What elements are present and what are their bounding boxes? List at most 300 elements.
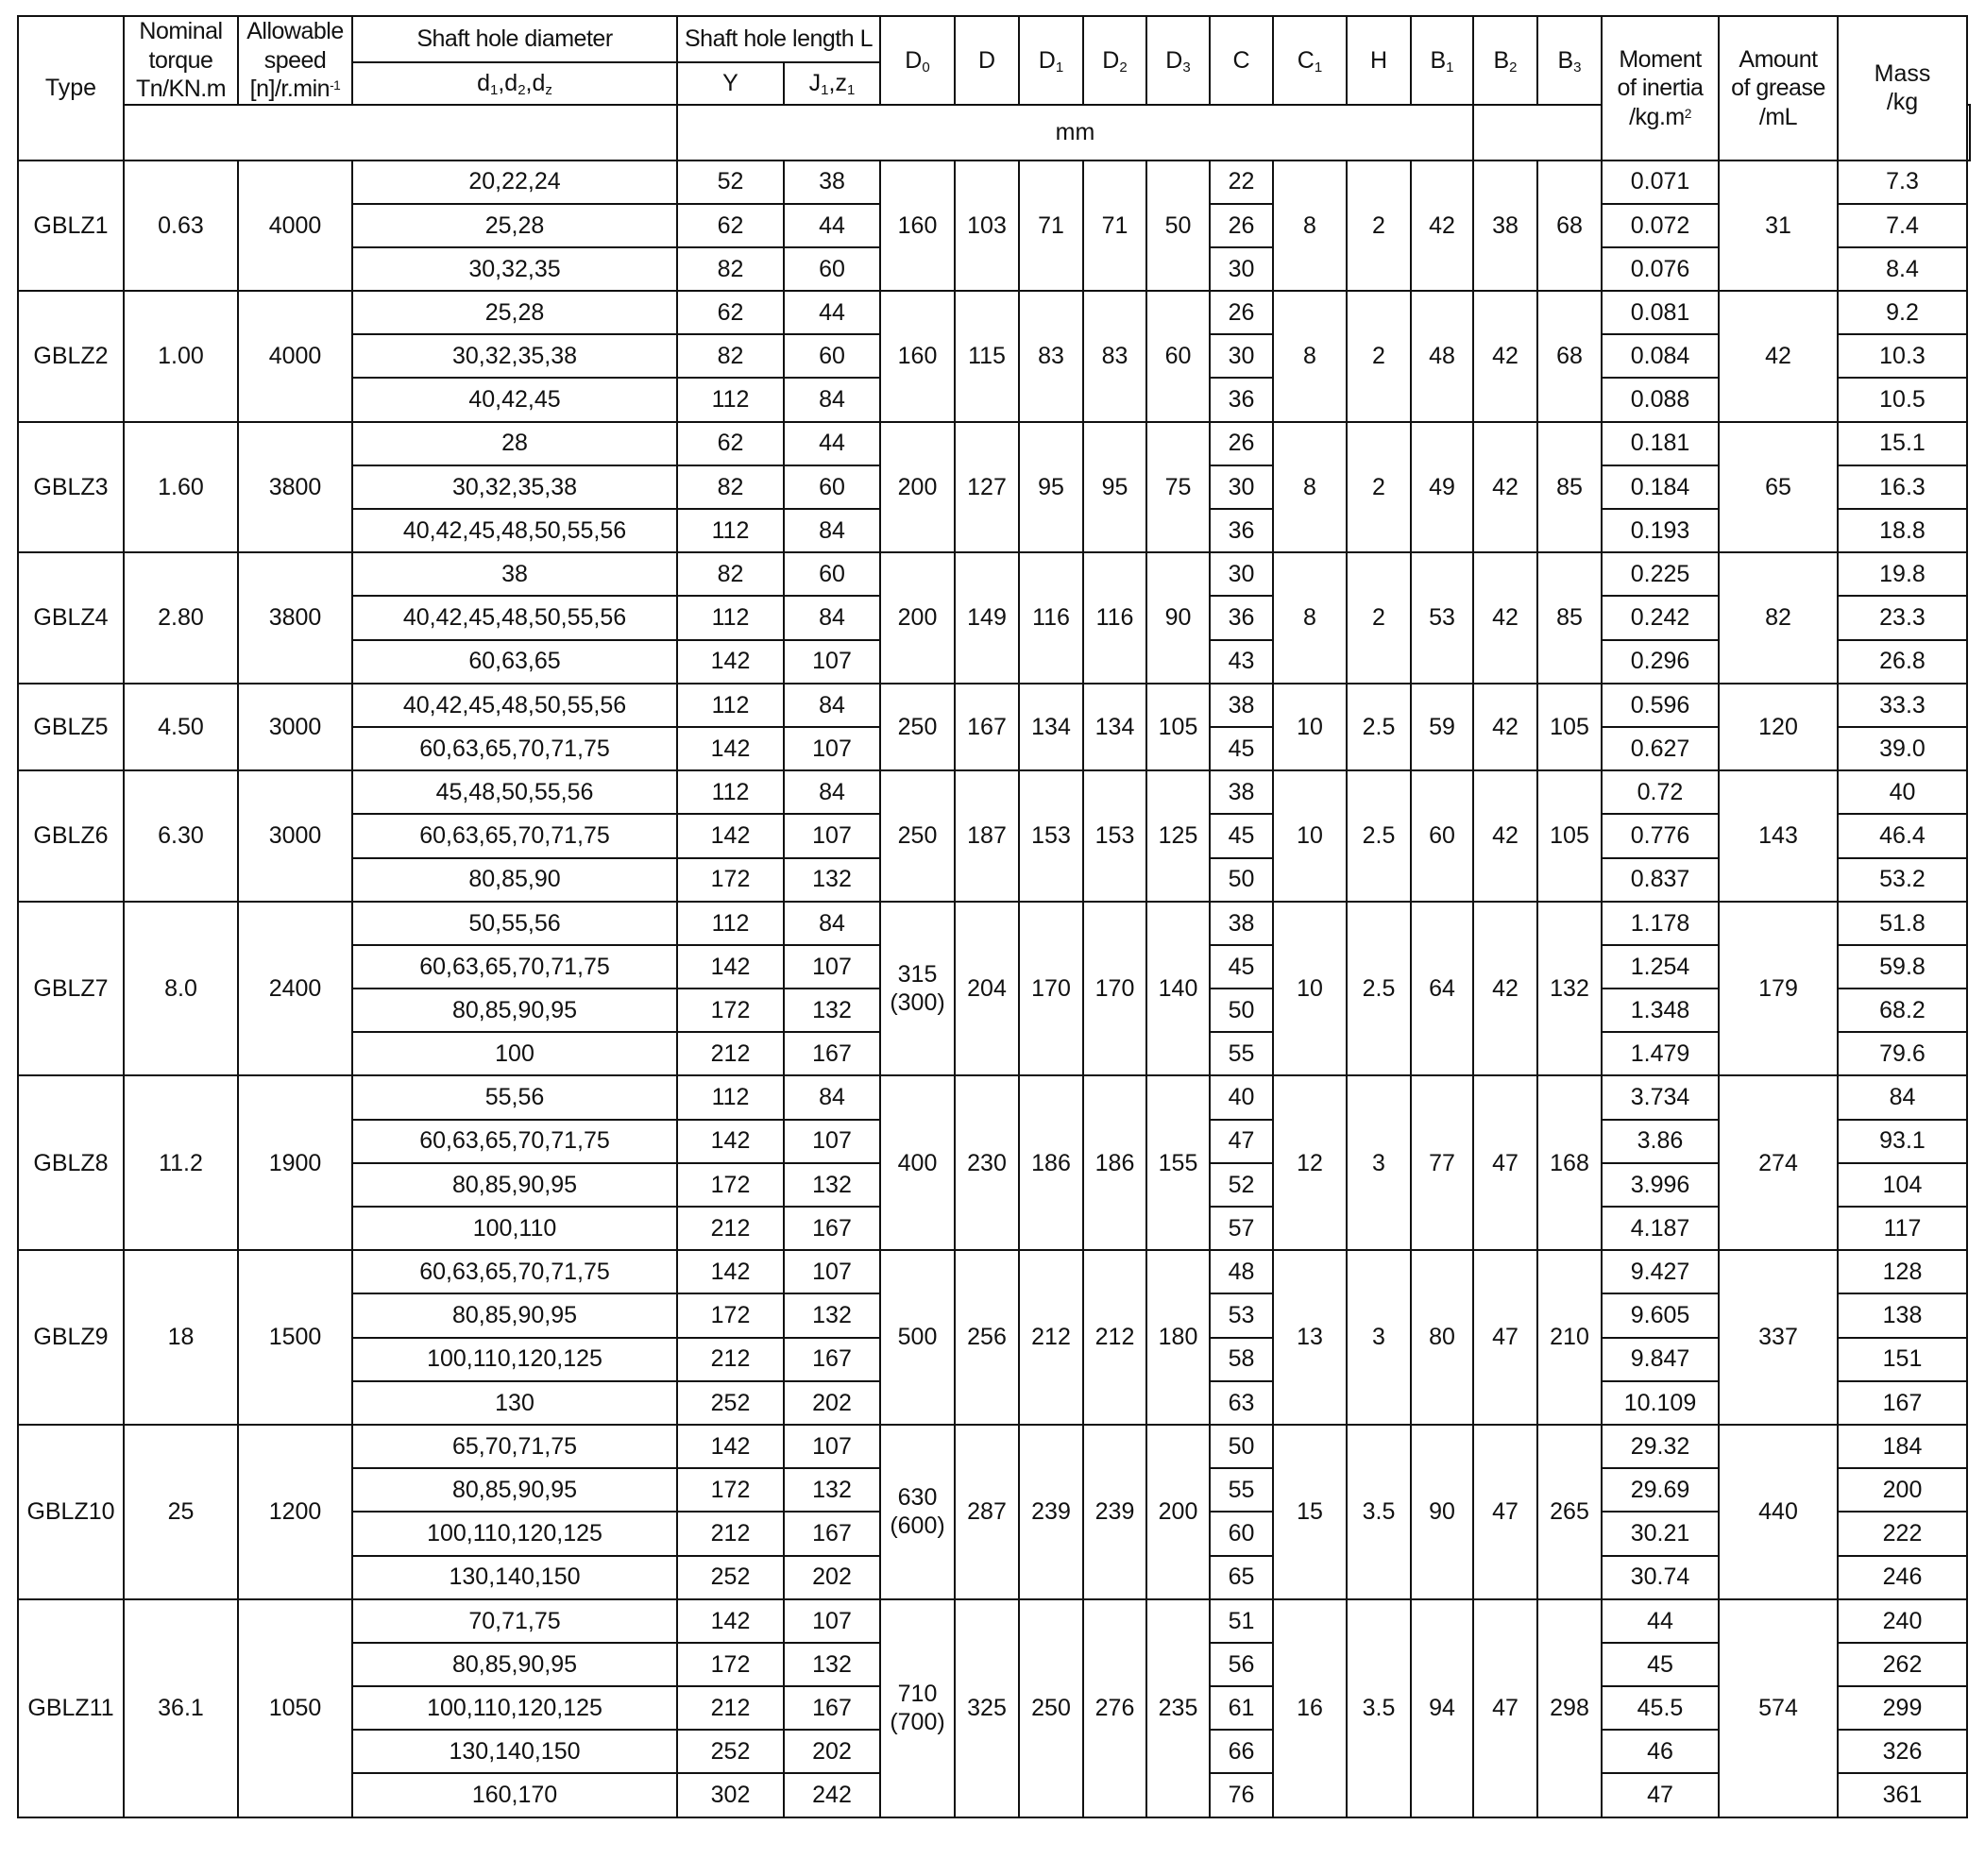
- table-row: [18, 422, 1970, 465]
- cell-c: 50: [1210, 858, 1273, 902]
- cell-length-y: 172: [677, 1643, 784, 1686]
- header-c1: $C_1$: [1273, 16, 1347, 105]
- cell-length-y: 82: [677, 334, 784, 378]
- cell-nominal-torque: 0.63: [124, 161, 238, 292]
- cell-shaft-diameter: 80,85,90: [352, 858, 677, 902]
- table-body: [18, 161, 1970, 1817]
- cell-mass: 39.0: [1838, 727, 1967, 770]
- cell-shaft-diameter: 28: [352, 422, 677, 465]
- cell-mass: 222: [1838, 1512, 1967, 1555]
- cell-moment-of-inertia: 0.837: [1602, 858, 1719, 902]
- cell-b2: 42: [1473, 770, 1537, 902]
- header-nominal-torque: Nominal torque Tn/KN.m: [124, 16, 238, 105]
- cell-grease: 574: [1719, 1599, 1838, 1817]
- cell-moment-of-inertia: 30.21: [1602, 1512, 1719, 1555]
- cell-b2: 47: [1473, 1075, 1537, 1250]
- cell-c1: 8: [1273, 552, 1347, 684]
- cell-shaft-diameter: 80,85,90,95: [352, 1468, 677, 1512]
- cell-b2: 47: [1473, 1599, 1537, 1817]
- cell-shaft-diameter: 70,71,75: [352, 1599, 677, 1643]
- coupling-spec-table: [17, 15, 1971, 1818]
- cell-b2: 47: [1473, 1425, 1537, 1599]
- cell-mass: 184: [1838, 1425, 1967, 1468]
- cell-d2: 83: [1083, 291, 1146, 422]
- cell-length-y: 302: [677, 1773, 784, 1817]
- cell-length-j1-z1: 38: [784, 161, 880, 204]
- cell-d0: [880, 291, 955, 422]
- cell-moment-of-inertia: 4.187: [1602, 1207, 1719, 1250]
- cell-nominal-torque: 4.50: [124, 684, 238, 770]
- cell-grease: 274: [1719, 1075, 1838, 1250]
- cell-d0-value: 250: [897, 713, 938, 740]
- cell-mass: 68.2: [1838, 989, 1967, 1032]
- cell-moment-of-inertia: 10.109: [1602, 1381, 1719, 1425]
- cell-moment-of-inertia: 0.776: [1602, 814, 1719, 857]
- cell-shaft-diameter: 25,28: [352, 291, 677, 334]
- cell-mass: 84: [1838, 1075, 1967, 1119]
- cell-grease: 82: [1719, 552, 1838, 684]
- cell-length-y: 82: [677, 247, 784, 291]
- cell-length-y: 62: [677, 291, 784, 334]
- cell-type: GBLZ7: [18, 902, 124, 1076]
- cell-length-y: 62: [677, 204, 784, 247]
- cell-type: GBLZ1: [18, 161, 124, 292]
- cell-d0: [880, 1075, 955, 1250]
- header-d-variables: $d_1,d_2,d_z$: [352, 62, 677, 105]
- cell-shaft-diameter: 38: [352, 552, 677, 596]
- cell-mass: 18.8: [1838, 509, 1967, 552]
- cell-mass: 8.4: [1838, 247, 1967, 291]
- table-row: [18, 1425, 1970, 1468]
- cell-d0-value: 400: [897, 1149, 938, 1176]
- cell-moment-of-inertia: 3.996: [1602, 1163, 1719, 1207]
- header-amount-of-grease: Amount of grease /mL: [1719, 16, 1838, 161]
- cell-d2: 153: [1083, 770, 1146, 902]
- cell-mass: 53.2: [1838, 858, 1967, 902]
- cell-length-y: 142: [677, 640, 784, 684]
- table-row: [18, 1599, 1970, 1643]
- cell-shaft-diameter: 130,140,150: [352, 1730, 677, 1773]
- table-row: [18, 684, 1970, 727]
- cell-mass: 51.8: [1838, 902, 1967, 945]
- cell-shaft-diameter: 80,85,90,95: [352, 989, 677, 1032]
- cell-c: 63: [1210, 1381, 1273, 1425]
- cell-c: 30: [1210, 552, 1273, 596]
- cell-b1: 48: [1411, 291, 1473, 422]
- cell-d0: [880, 552, 955, 684]
- cell-d1: 153: [1019, 770, 1083, 902]
- cell-nominal-torque: 6.30: [124, 770, 238, 902]
- cell-nominal-torque: 8.0: [124, 902, 238, 1076]
- cell-c: 50: [1210, 989, 1273, 1032]
- cell-c1: 16: [1273, 1599, 1347, 1817]
- cell-d: 103: [955, 161, 1019, 292]
- cell-moment-of-inertia: 0.72: [1602, 770, 1719, 814]
- cell-length-y: 82: [677, 465, 784, 509]
- cell-shaft-diameter: 40,42,45,48,50,55,56: [352, 596, 677, 639]
- cell-h: 2: [1347, 422, 1411, 553]
- cell-c: 50: [1210, 1425, 1273, 1468]
- cell-moment-of-inertia: 3.86: [1602, 1120, 1719, 1163]
- cell-length-j1-z1: 107: [784, 1425, 880, 1468]
- cell-d0-value: 160: [897, 211, 938, 239]
- cell-length-j1-z1: 167: [784, 1686, 880, 1730]
- table-row: [18, 902, 1970, 945]
- cell-length-y: 62: [677, 422, 784, 465]
- cell-length-y: 172: [677, 989, 784, 1032]
- cell-mass: 26.8: [1838, 640, 1967, 684]
- cell-moment-of-inertia: 9.605: [1602, 1293, 1719, 1337]
- cell-moment-of-inertia: 45: [1602, 1643, 1719, 1686]
- cell-mass: 79.6: [1838, 1032, 1967, 1075]
- cell-length-j1-z1: 107: [784, 727, 880, 770]
- cell-length-y: 112: [677, 902, 784, 945]
- cell-length-j1-z1: 107: [784, 814, 880, 857]
- cell-mass: 15.1: [1838, 422, 1967, 465]
- cell-length-j1-z1: 44: [784, 291, 880, 334]
- cell-c: 45: [1210, 814, 1273, 857]
- cell-c: 61: [1210, 1686, 1273, 1730]
- cell-d: 325: [955, 1599, 1019, 1817]
- cell-allowable-speed: 3800: [238, 422, 352, 553]
- cell-b3: 298: [1537, 1599, 1602, 1817]
- header-unit-mm-dimensions: [124, 105, 677, 161]
- cell-length-j1-z1: 44: [784, 204, 880, 247]
- cell-length-j1-z1: 44: [784, 422, 880, 465]
- cell-type: GBLZ10: [18, 1425, 124, 1599]
- cell-shaft-diameter: 80,85,90,95: [352, 1163, 677, 1207]
- cell-mass: 246: [1838, 1556, 1967, 1599]
- cell-b3: 265: [1537, 1425, 1602, 1599]
- cell-d0: [880, 684, 955, 770]
- cell-d0-alt-value: (700): [890, 1709, 945, 1736]
- cell-length-j1-z1: 60: [784, 552, 880, 596]
- cell-d0-value: 500: [897, 1324, 938, 1351]
- cell-grease: 440: [1719, 1425, 1838, 1599]
- cell-shaft-diameter: 100,110,120,125: [352, 1686, 677, 1730]
- cell-mass: 200: [1838, 1468, 1967, 1512]
- table-header: [18, 16, 1970, 161]
- cell-shaft-diameter: 55,56: [352, 1075, 677, 1119]
- cell-b1: 77: [1411, 1075, 1473, 1250]
- cell-length-y: 142: [677, 727, 784, 770]
- cell-d3: 75: [1146, 422, 1210, 553]
- cell-d0-value: 160: [897, 343, 938, 370]
- cell-shaft-diameter: 20,22,24: [352, 161, 677, 204]
- cell-type: GBLZ4: [18, 552, 124, 684]
- cell-length-j1-z1: 132: [784, 1643, 880, 1686]
- cell-b1: 90: [1411, 1425, 1473, 1599]
- cell-c: 53: [1210, 1293, 1273, 1337]
- cell-h: 2: [1347, 161, 1411, 292]
- cell-length-y: 112: [677, 378, 784, 421]
- cell-b3: 132: [1537, 902, 1602, 1076]
- cell-grease: 120: [1719, 684, 1838, 770]
- cell-nominal-torque: 36.1: [124, 1599, 238, 1817]
- cell-c: 38: [1210, 684, 1273, 727]
- cell-mass: 46.4: [1838, 814, 1967, 857]
- cell-b3: 85: [1537, 422, 1602, 553]
- cell-c: 60: [1210, 1512, 1273, 1555]
- table-row: [18, 552, 1970, 596]
- cell-grease: 179: [1719, 902, 1838, 1076]
- cell-d0-alt-value: (600): [890, 1513, 945, 1540]
- cell-d2: 95: [1083, 422, 1146, 553]
- cell-shaft-diameter: 100: [352, 1032, 677, 1075]
- cell-length-y: 142: [677, 1425, 784, 1468]
- cell-moment-of-inertia: 3.734: [1602, 1075, 1719, 1119]
- cell-c: 38: [1210, 770, 1273, 814]
- cell-c1: 10: [1273, 902, 1347, 1076]
- cell-length-j1-z1: 167: [784, 1207, 880, 1250]
- cell-h: 3.5: [1347, 1599, 1411, 1817]
- cell-c1: 8: [1273, 422, 1347, 553]
- cell-d1: 186: [1019, 1075, 1083, 1250]
- cell-d0-value: 250: [897, 822, 938, 850]
- cell-length-y: 172: [677, 858, 784, 902]
- header-moment-of-inertia: Moment of inertia $/kg.m^2$: [1602, 16, 1719, 161]
- header-d3: $D_3$: [1146, 16, 1210, 105]
- cell-d3: 50: [1146, 161, 1210, 292]
- table-row: [18, 1250, 1970, 1293]
- cell-b1: 80: [1411, 1250, 1473, 1425]
- cell-grease: 143: [1719, 770, 1838, 902]
- cell-d1: 95: [1019, 422, 1083, 553]
- cell-allowable-speed: 1900: [238, 1075, 352, 1250]
- cell-b1: 42: [1411, 161, 1473, 292]
- cell-d2: 134: [1083, 684, 1146, 770]
- cell-moment-of-inertia: 1.348: [1602, 989, 1719, 1032]
- cell-c1: 10: [1273, 684, 1347, 770]
- cell-h: 2: [1347, 291, 1411, 422]
- cell-d: 187: [955, 770, 1019, 902]
- cell-moment-of-inertia: 30.74: [1602, 1556, 1719, 1599]
- cell-c: 45: [1210, 945, 1273, 989]
- cell-b3: 68: [1537, 161, 1602, 292]
- cell-d2: 276: [1083, 1599, 1146, 1817]
- cell-length-j1-z1: 167: [784, 1512, 880, 1555]
- cell-moment-of-inertia: 29.32: [1602, 1425, 1719, 1468]
- cell-shaft-diameter: 50,55,56: [352, 902, 677, 945]
- cell-length-j1-z1: 84: [784, 684, 880, 727]
- cell-length-y: 112: [677, 596, 784, 639]
- cell-shaft-diameter: 65,70,71,75: [352, 1425, 677, 1468]
- cell-allowable-speed: 2400: [238, 902, 352, 1076]
- cell-moment-of-inertia: 0.072: [1602, 204, 1719, 247]
- cell-c: 26: [1210, 204, 1273, 247]
- cell-shaft-diameter: 45,48,50,55,56: [352, 770, 677, 814]
- cell-d3: 60: [1146, 291, 1210, 422]
- cell-length-y: 252: [677, 1730, 784, 1773]
- cell-length-j1-z1: 132: [784, 1468, 880, 1512]
- cell-length-j1-z1: 84: [784, 902, 880, 945]
- cell-b2: 42: [1473, 684, 1537, 770]
- cell-nominal-torque: 18: [124, 1250, 238, 1425]
- cell-length-j1-z1: 84: [784, 770, 880, 814]
- cell-length-j1-z1: 84: [784, 378, 880, 421]
- cell-b3: 210: [1537, 1250, 1602, 1425]
- cell-length-j1-z1: 107: [784, 640, 880, 684]
- cell-b1: 49: [1411, 422, 1473, 553]
- header-shaft-hole-length: Shaft hole length L: [677, 16, 880, 62]
- cell-moment-of-inertia: 0.242: [1602, 596, 1719, 639]
- cell-d3: 235: [1146, 1599, 1210, 1817]
- cell-d0: [880, 1425, 955, 1599]
- cell-c: 56: [1210, 1643, 1273, 1686]
- cell-length-j1-z1: 202: [784, 1381, 880, 1425]
- cell-c: 51: [1210, 1599, 1273, 1643]
- cell-length-j1-z1: 202: [784, 1556, 880, 1599]
- cell-nominal-torque: 25: [124, 1425, 238, 1599]
- cell-moment-of-inertia: 9.847: [1602, 1338, 1719, 1381]
- cell-shaft-diameter: 60,63,65,70,71,75: [352, 945, 677, 989]
- cell-grease: 65: [1719, 422, 1838, 553]
- cell-mass: 138: [1838, 1293, 1967, 1337]
- cell-c: 76: [1210, 1773, 1273, 1817]
- cell-mass: 117: [1838, 1207, 1967, 1250]
- cell-shaft-diameter: 30,32,35,38: [352, 465, 677, 509]
- cell-mass: 59.8: [1838, 945, 1967, 989]
- cell-b1: 94: [1411, 1599, 1473, 1817]
- cell-length-y: 212: [677, 1686, 784, 1730]
- cell-allowable-speed: 3800: [238, 552, 352, 684]
- cell-d0: [880, 902, 955, 1076]
- cell-type: GBLZ2: [18, 291, 124, 422]
- cell-h: 2.5: [1347, 770, 1411, 902]
- header-shaft-hole-diameter: Shaft hole diameter: [352, 16, 677, 62]
- cell-d1: 170: [1019, 902, 1083, 1076]
- cell-d0: [880, 770, 955, 902]
- cell-b3: 85: [1537, 552, 1602, 684]
- cell-d0-value: 200: [897, 473, 938, 500]
- cell-shaft-diameter: 40,42,45,48,50,55,56: [352, 684, 677, 727]
- cell-shaft-diameter: 60,63,65,70,71,75: [352, 727, 677, 770]
- cell-d0-value: 200: [897, 604, 938, 632]
- cell-mass: 93.1: [1838, 1120, 1967, 1163]
- cell-c: 38: [1210, 902, 1273, 945]
- cell-shaft-diameter: 40,42,45: [352, 378, 677, 421]
- cell-shaft-diameter: 60,63,65,70,71,75: [352, 1120, 677, 1163]
- cell-c1: 12: [1273, 1075, 1347, 1250]
- cell-length-j1-z1: 107: [784, 1599, 880, 1643]
- cell-moment-of-inertia: 44: [1602, 1599, 1719, 1643]
- cell-nominal-torque: 2.80: [124, 552, 238, 684]
- cell-length-j1-z1: 167: [784, 1032, 880, 1075]
- cell-b1: 64: [1411, 902, 1473, 1076]
- cell-c: 30: [1210, 334, 1273, 378]
- cell-c: 30: [1210, 247, 1273, 291]
- cell-allowable-speed: 1500: [238, 1250, 352, 1425]
- cell-grease: 42: [1719, 291, 1838, 422]
- cell-d: 204: [955, 902, 1019, 1076]
- cell-b2: 42: [1473, 552, 1537, 684]
- cell-d3: 155: [1146, 1075, 1210, 1250]
- table-row: [18, 291, 1970, 334]
- cell-length-y: 142: [677, 814, 784, 857]
- cell-moment-of-inertia: 29.69: [1602, 1468, 1719, 1512]
- cell-nominal-torque: 11.2: [124, 1075, 238, 1250]
- cell-c: 45: [1210, 727, 1273, 770]
- cell-c: 22: [1210, 161, 1273, 204]
- cell-shaft-diameter: 130: [352, 1381, 677, 1425]
- cell-moment-of-inertia: 47: [1602, 1773, 1719, 1817]
- cell-shaft-diameter: 25,28: [352, 204, 677, 247]
- header-allowable-speed: Allowable speed $[n]/r.\min^{-1}$: [238, 16, 352, 105]
- cell-c: 57: [1210, 1207, 1273, 1250]
- cell-d: 127: [955, 422, 1019, 553]
- cell-c: 26: [1210, 291, 1273, 334]
- cell-c: 26: [1210, 422, 1273, 465]
- cell-allowable-speed: 4000: [238, 161, 352, 292]
- cell-mass: 361: [1838, 1773, 1967, 1817]
- cell-length-y: 142: [677, 1250, 784, 1293]
- cell-d1: 116: [1019, 552, 1083, 684]
- cell-d0-value: 315: [897, 960, 938, 988]
- cell-b3: 68: [1537, 291, 1602, 422]
- cell-moment-of-inertia: 0.193: [1602, 509, 1719, 552]
- cell-c: 30: [1210, 465, 1273, 509]
- cell-h: 2.5: [1347, 684, 1411, 770]
- cell-b2: 38: [1473, 161, 1537, 292]
- cell-c: 43: [1210, 640, 1273, 684]
- cell-length-y: 142: [677, 945, 784, 989]
- cell-c: 65: [1210, 1556, 1273, 1599]
- header-type: Type: [18, 16, 124, 161]
- cell-moment-of-inertia: 0.088: [1602, 378, 1719, 421]
- cell-moment-of-inertia: 0.296: [1602, 640, 1719, 684]
- cell-length-y: 252: [677, 1381, 784, 1425]
- cell-d: 256: [955, 1250, 1019, 1425]
- table-row: [18, 770, 1970, 814]
- cell-length-j1-z1: 84: [784, 509, 880, 552]
- cell-type: GBLZ5: [18, 684, 124, 770]
- cell-allowable-speed: 1050: [238, 1599, 352, 1817]
- cell-shaft-diameter: 30,32,35: [352, 247, 677, 291]
- cell-mass: 7.4: [1838, 204, 1967, 247]
- cell-d0: [880, 422, 955, 553]
- cell-c: 40: [1210, 1075, 1273, 1119]
- cell-d0: [880, 161, 955, 292]
- cell-b1: 53: [1411, 552, 1473, 684]
- cell-moment-of-inertia: 0.076: [1602, 247, 1719, 291]
- cell-length-y: 82: [677, 552, 784, 596]
- header-b2: $B_2$: [1473, 16, 1537, 105]
- cell-length-y: 112: [677, 770, 784, 814]
- cell-length-j1-z1: 84: [784, 596, 880, 639]
- cell-d2: 71: [1083, 161, 1146, 292]
- cell-d1: 134: [1019, 684, 1083, 770]
- cell-shaft-diameter: 100,110,120,125: [352, 1512, 677, 1555]
- cell-shaft-diameter: 80,85,90,95: [352, 1293, 677, 1337]
- cell-mass: 10.5: [1838, 378, 1967, 421]
- cell-d2: 170: [1083, 902, 1146, 1076]
- cell-d1: 83: [1019, 291, 1083, 422]
- cell-shaft-diameter: 60,63,65,70,71,75: [352, 1250, 677, 1293]
- header-d0: $D_0$: [880, 16, 955, 105]
- cell-mass: 7.3: [1838, 161, 1967, 204]
- cell-d: 287: [955, 1425, 1019, 1599]
- cell-c1: 15: [1273, 1425, 1347, 1599]
- cell-mass: 19.8: [1838, 552, 1967, 596]
- table-row: [18, 1075, 1970, 1119]
- cell-c: 58: [1210, 1338, 1273, 1381]
- cell-d3: 140: [1146, 902, 1210, 1076]
- cell-type: GBLZ6: [18, 770, 124, 902]
- cell-length-y: 112: [677, 684, 784, 727]
- cell-shaft-diameter: 100,110: [352, 1207, 677, 1250]
- cell-length-y: 112: [677, 509, 784, 552]
- cell-moment-of-inertia: 0.596: [1602, 684, 1719, 727]
